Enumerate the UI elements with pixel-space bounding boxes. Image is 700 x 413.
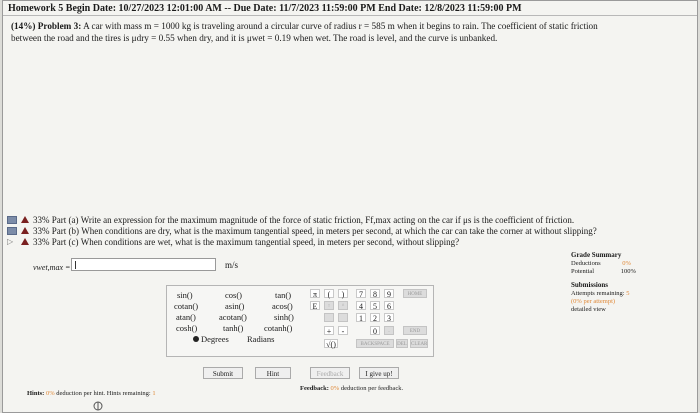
expand-toggle-icon[interactable] — [7, 227, 17, 235]
feedback-text: deduction per feedback. — [340, 385, 404, 392]
degrees-option[interactable] — [193, 334, 229, 344]
warning-icon — [21, 227, 29, 234]
answer-label: vwet,max = — [33, 263, 71, 272]
deductions-label: Deductions — [571, 260, 601, 267]
part-a-percent: 33% — [33, 214, 50, 225]
acos-button[interactable]: acos() — [272, 301, 293, 311]
give-up-button[interactable]: I give up! — [359, 367, 399, 379]
potential-label: Potential — [571, 268, 595, 275]
part-b-row[interactable] — [7, 225, 697, 236]
cosh-button[interactable]: cosh() — [176, 323, 198, 333]
part-c-text: When conditions are wet, what is the maximum tangential speed, in meters per second, without slipping? — [80, 236, 460, 247]
detailed-view-link[interactable]: detailed view — [571, 306, 606, 313]
tan-button[interactable]: tan() — [275, 290, 292, 300]
feedback-info — [300, 385, 403, 392]
problem-weight: (14%) — [11, 21, 36, 31]
digit-2-key[interactable]: 2 — [370, 313, 380, 322]
grade-summary-title: Grade Summary — [571, 251, 622, 259]
attempts-label: Attempts remaining: — [571, 290, 625, 297]
homework-header: Homework 5 Begin Date: 10/27/2023 12:01:00 AM -- Due Date: 11/7/2023 11:59:00 PM End Date: 12/8/2023 11:59:00 PM — [3, 1, 697, 16]
expand-toggle-icon[interactable] — [7, 216, 17, 224]
feedback-button[interactable]: Feedback — [310, 367, 350, 379]
part-b-percent: 33% — [33, 225, 50, 236]
arrow-up-key[interactable]: ↑ — [324, 301, 334, 310]
problem-text-line2: between the road and the tires is μdry = 0.55 when dry, and it is μwet = 0.19 when wet. The road is level, and the curve is unbanked. — [11, 33, 498, 43]
part-b-name: Part (b) — [51, 225, 79, 236]
cos-button[interactable]: cos() — [225, 290, 242, 300]
play-arrow-icon[interactable]: ▷ — [7, 236, 14, 246]
parts-list — [7, 214, 697, 247]
part-a-text: Write an expression for the maximum magnitude of the force of static friction, Ff,max acting on the car if μs is the coefficient of friction. — [80, 214, 575, 225]
deductions-value: 0% — [622, 260, 631, 267]
warning-icon — [21, 238, 29, 245]
attempts-value: 5 — [626, 290, 630, 297]
grade-summary-panel — [571, 251, 691, 314]
asin-button[interactable]: asin() — [225, 301, 245, 311]
digit-4-key[interactable]: 4 — [356, 301, 366, 310]
blank-key — [338, 313, 348, 322]
close-paren-key[interactable]: ) — [338, 289, 348, 298]
feedback-pct: 0% — [330, 385, 340, 392]
decimal-key[interactable]: . — [384, 326, 394, 335]
part-a-row[interactable] — [7, 214, 697, 225]
part-c-percent: 33% — [33, 236, 50, 247]
warning-icon — [21, 216, 29, 223]
sinh-button[interactable]: sinh() — [274, 312, 294, 322]
minus-key[interactable]: - — [338, 326, 348, 335]
atan-button[interactable]: atan() — [176, 312, 196, 322]
digit-3-key[interactable]: 3 — [384, 313, 394, 322]
open-paren-key[interactable]: ( — [324, 289, 334, 298]
backspace-key[interactable]: BACKSPACE — [356, 339, 394, 348]
blank-key — [324, 313, 334, 322]
caret-key[interactable]: ^ — [338, 301, 348, 310]
plus-key[interactable]: + — [324, 326, 334, 335]
part-c-name: Part (c) — [51, 236, 79, 247]
digit-5-key[interactable]: 5 — [370, 301, 380, 310]
homework-page — [2, 0, 698, 413]
per-attempt-note: (0% per attempt) — [571, 298, 616, 305]
radians-option[interactable]: Radians — [247, 334, 275, 344]
hints-pct: 0% — [45, 390, 55, 397]
pi-key[interactable]: π — [310, 289, 320, 298]
digit-7-key[interactable]: 7 — [356, 289, 366, 298]
hint-button[interactable]: Hint — [255, 367, 291, 379]
potential-value: 100% — [620, 268, 636, 275]
problem-text-line1: A car with mass m = 1000 kg is traveling around a circular curve of radius r = 585 m when it begins to rain. The coefficient of static friction — [83, 21, 598, 31]
answer-input[interactable] — [71, 258, 216, 271]
mouse-cursor-icon — [93, 401, 103, 411]
hints-remaining: 1 — [152, 390, 156, 397]
sqrt-key[interactable]: √() — [324, 339, 338, 348]
digit-9-key[interactable]: 9 — [384, 289, 394, 298]
feedback-label: Feedback: — [300, 385, 329, 392]
cotan-button[interactable]: cotan() — [174, 301, 199, 311]
problem-label: Problem 3: — [37, 21, 82, 31]
home-key[interactable]: HOME — [403, 289, 427, 298]
hints-text: deduction per hint. Hints remaining: — [56, 390, 151, 397]
degrees-label: Degrees — [201, 334, 229, 344]
clear-key[interactable]: CLEAR — [410, 339, 428, 348]
hints-info — [27, 390, 156, 397]
answer-unit: m/s — [225, 260, 239, 270]
problem-statement — [11, 20, 691, 44]
text-caret — [75, 261, 76, 269]
exponent-e-key[interactable]: E — [310, 301, 320, 310]
tanh-button[interactable]: tanh() — [223, 323, 244, 333]
radio-selected-icon — [193, 336, 199, 342]
digit-0-key[interactable]: 0 — [370, 326, 380, 335]
del-key[interactable]: DEL — [396, 339, 408, 348]
cotanh-button[interactable]: cotanh() — [264, 323, 293, 333]
acotan-button[interactable]: acotan() — [219, 312, 247, 322]
part-a-name: Part (a) — [51, 214, 79, 225]
part-c-row[interactable] — [7, 236, 697, 247]
digit-6-key[interactable]: 6 — [384, 301, 394, 310]
sin-button[interactable]: sin() — [177, 290, 193, 300]
submit-button[interactable]: Submit — [203, 367, 243, 379]
submissions-title: Submissions — [571, 281, 608, 289]
hints-label: Hints: — [27, 390, 45, 397]
part-b-text: When conditions are dry, what is the maximum tangential speed, in meters per second, at which the car can take the corner at without slipping? — [81, 225, 597, 236]
calculator-keypad — [166, 285, 434, 357]
end-key[interactable]: END — [403, 326, 427, 335]
digit-8-key[interactable]: 8 — [370, 289, 380, 298]
digit-1-key[interactable]: 1 — [356, 313, 366, 322]
